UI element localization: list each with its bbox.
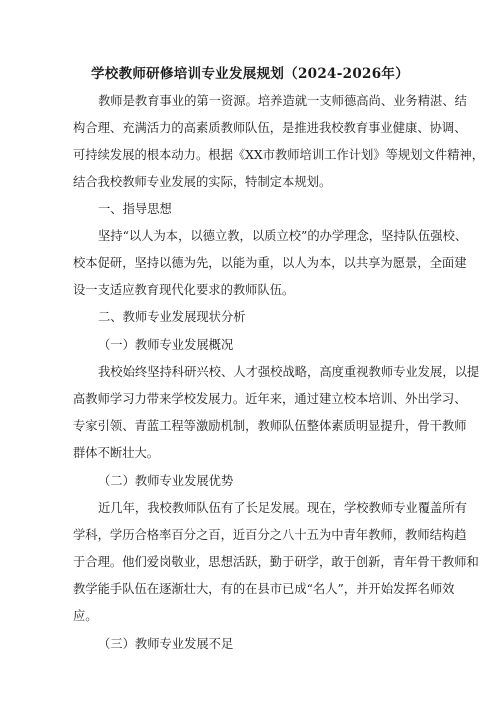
section-2-sub-2-line-5: 应。 [73, 609, 98, 623]
section-2-sub-2-line-4: 教学能手队伍在逐渐壮大，有的在县市已成“名人”，并开始发挥名师效 [73, 582, 455, 596]
section-2-sub-2-heading: （二）教师专业发展优势 [98, 474, 234, 488]
paragraph-1-line-1: 教师是教育事业的第一资源。培养造就一支师德高尚、业务精湛、结 [98, 94, 467, 108]
section-2-sub-1-heading: （一）教师专业发展概况 [98, 338, 234, 352]
section-2-sub-1-line-3: 专家引领、青蓝工程等激励机制，教师队伍整体素质明显提升，骨干教师 [73, 419, 467, 433]
section-2-sub-2-line-2: 学科，学历合格率百分之百，近百分之八十五为中青年教师，教师结构趋 [73, 528, 467, 542]
paragraph-1-line-2: 构合理、充满活力的高素质教师队伍，是推进我校教育事业健康、协调、 [73, 121, 467, 135]
section-2-sub-2-line-1: 近几年，我校教师队伍有了长足发展。现在，学校教师专业覆盖所有 [98, 501, 467, 515]
section-1-line-2: 校本促研，坚持以德为先，以能为重，以人为本，以共享为愿景，全面建 [73, 256, 467, 270]
paragraph-1-line-4: 结合我校教师专业发展的实际，特制定本规划。 [73, 175, 332, 189]
section-1-heading: 一、指导思想 [98, 202, 172, 216]
section-1-line-3: 设一支适应教育现代化要求的教师队伍。 [73, 283, 295, 297]
section-2-sub-2-line-3: 于合理。他们爱岗敬业，思想活跃，勤于研学，敢于创新，青年骨干教师和 [73, 555, 479, 569]
section-2-sub-1-line-1: 我校始终坚持科研兴校、人才强校战略，高度重视教师专业发展，以提 [98, 365, 480, 379]
section-2-heading: 二、教师专业发展现状分析 [98, 310, 246, 324]
section-2-sub-1-line-4: 群体不断壮大。 [73, 446, 160, 460]
document-title: 学校教师研修培训专业发展规划（2024-2026年） [90, 66, 410, 82]
section-2-sub-3-heading: （三）教师专业发展不足 [98, 637, 234, 651]
section-2-sub-1-line-2: 高教师学习力带来学校发展力。近年来，通过建立校本培训、外出学习、 [73, 392, 467, 406]
section-1-line-1: 坚持“以人为本，以德立教，以质立校”的办学理念，坚持队伍强校、 [98, 229, 468, 243]
paragraph-1-line-3: 可持续发展的根本动力。根据《XX市教师培训工作计划》等规划文件精神， [73, 148, 485, 162]
